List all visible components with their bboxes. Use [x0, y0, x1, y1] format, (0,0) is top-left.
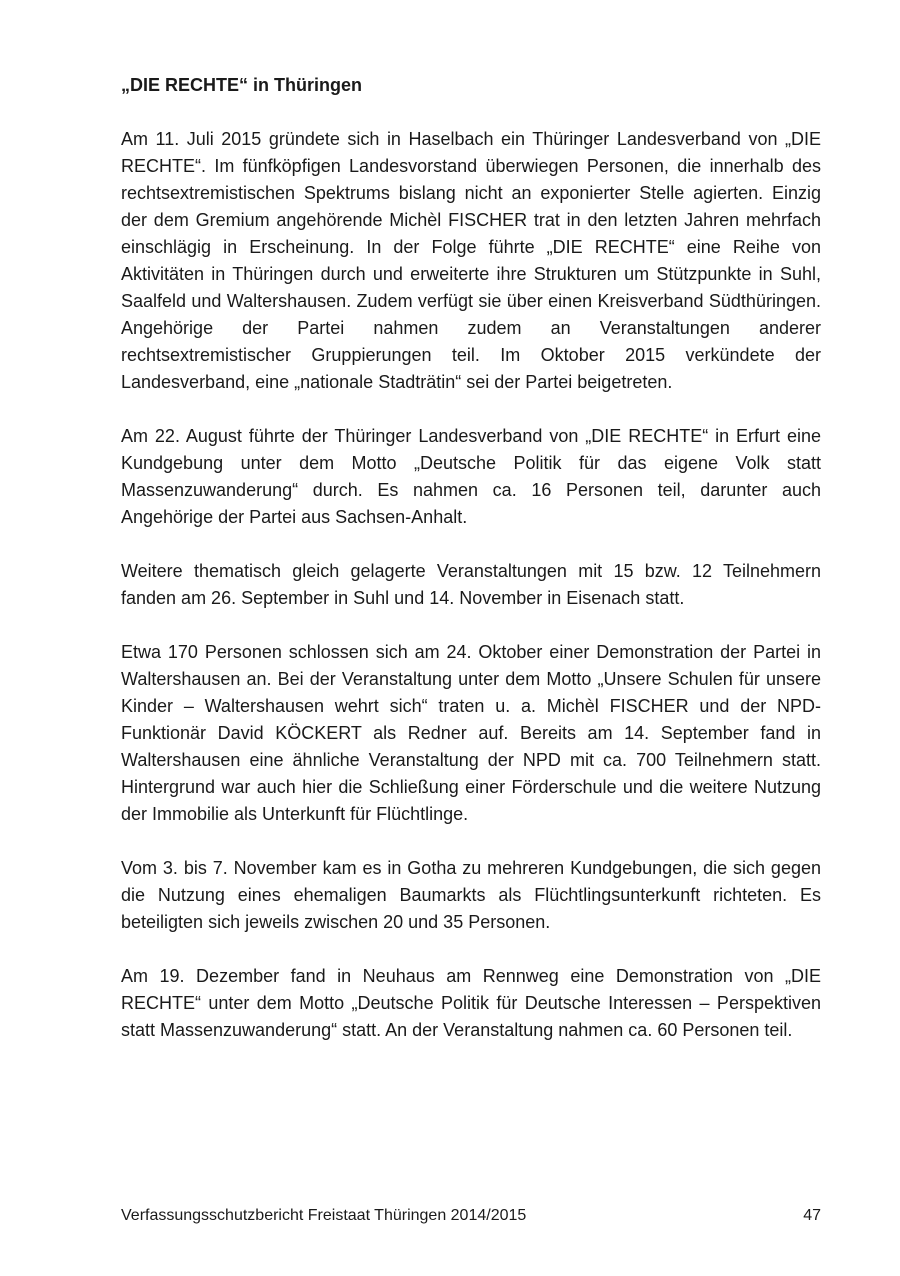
- paragraph-gotha-rallies: Vom 3. bis 7. November kam es in Gotha zu mehreren Kundgebungen, die sich gegen die Nutzung eines ehemaligen Baumarkts als Flüchtlingsunterkunft richteten. Es beteiligten sich jeweils zwischen 20 und 35 Personen.: [121, 858, 821, 932]
- paragraph-further-events: Weitere thematisch gleich gelagerte Veranstaltungen mit 15 bzw. 12 Teilnehmern fanden am 26. September in Suhl und 14. November in Eisenach statt.: [121, 561, 821, 608]
- paragraph-erfurt-rally: Am 22. August führte der Thüringer Landesverband von „DIE RECHTE“ in Erfurt eine Kundgebung unter dem Motto „Deutsche Politik für das eigene Volk statt Massenzuwanderung“ durch. Es nahmen ca. 16 Personen teil, darunter auch Angehörige der Partei aus Sachsen-Anhalt.: [121, 426, 821, 527]
- main-content: [121, 72, 821, 1071]
- footer-title: Verfassungsschutzbericht Freistaat Thüringen 2014/2015: [121, 1207, 527, 1224]
- page-number: 47: [803, 1207, 821, 1224]
- section-heading: „DIE RECHTE“ in Thüringen: [121, 75, 362, 95]
- paragraph-neuhaus-demo: Am 19. Dezember fand in Neuhaus am Rennweg eine Demonstration von „DIE RECHTE“ unter dem Motto „Deutsche Politik für Deutsche Interessen – Perspektiven statt Massenzuwanderung“ statt. An der Veranstaltung nahmen ca. 60 Personen teil.: [121, 966, 821, 1040]
- paragraph-waltershausen-demo: Etwa 170 Personen schlossen sich am 24. Oktober einer Demonstration der Partei in Waltershausen an. Bei der Veranstaltung unter dem Motto „Unsere Schulen für unsere Kinder – Waltershausen wehrt sich“ traten u. a. Michèl FISCHER und der NPD-Funktionär David KÖCKERT als Redner auf. Bereits am 14. September fand in Waltershausen eine ähnliche Veranstaltung der NPD mit ca. 700 Teilnehmern statt. Hintergrund war auch hier die Schließung einer Förderschule und die weitere Nutzung der Immobilie als Unterkunft für Flüchtlinge.: [121, 642, 821, 824]
- paragraph-founding: Am 11. Juli 2015 gründete sich in Haselbach ein Thüringer Landesverband von „DIE RECHTE“. Im fünfköpfigen Landesvorstand überwiegen Personen, die innerhalb des rechtsextremistischen Spektrums bislang nicht an exponierter Stelle agierten. Einzig der dem Gremium angehörende Michèl FISCHER trat in den letzten Jahren mehrfach einschlägig in Erscheinung. In der Folge führte „DIE RECHTE“ eine Reihe von Aktivitäten in Thüringen durch und erweiterte ihre Strukturen um Stützpunkte in Suhl, Saalfeld und Waltershausen. Zudem verfügt sie über einen Kreisverband Südthüringen. Angehörige der Partei nahmen zudem an Veranstaltungen anderer rechtsextremistischer Gruppierungen teil. Im Oktober 2015 verkündete der Landesverband, eine „nationale Stadträtin“ sei der Partei beigetreten.: [121, 129, 821, 392]
